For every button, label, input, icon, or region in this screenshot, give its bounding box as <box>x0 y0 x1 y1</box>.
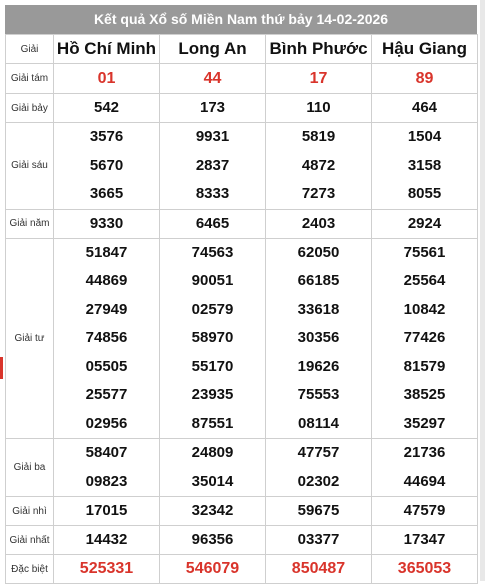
result-number: 08114 <box>298 414 339 432</box>
prize-label: Giải tám <box>6 64 54 94</box>
result-number: 51847 <box>85 243 128 261</box>
prize-row <box>6 123 478 210</box>
result-number: 5819 <box>301 128 336 145</box>
result-cell <box>54 238 160 439</box>
result-number: 2924 <box>407 214 442 232</box>
result-number: 89 <box>415 69 434 87</box>
result-number: 02302 <box>297 472 340 490</box>
prize-row <box>6 94 478 123</box>
result-number: 9330 <box>89 214 124 232</box>
result-number: 58970 <box>191 329 234 346</box>
result-cell <box>372 555 478 584</box>
result-number: 87551 <box>191 414 234 432</box>
result-number: 24809 <box>191 444 234 461</box>
result-cell <box>372 94 478 123</box>
result-number: 25577 <box>85 386 128 403</box>
result-cell <box>266 555 372 584</box>
prize-row <box>6 497 478 526</box>
result-cell <box>266 64 372 94</box>
result-number: 464 <box>411 99 438 116</box>
result-number: 35297 <box>403 414 446 432</box>
result-cell <box>54 439 160 497</box>
result-number: 8055 <box>407 185 442 202</box>
result-number: 47757 <box>297 444 340 461</box>
result-cell <box>54 555 160 584</box>
prize-label: Giải bảy <box>6 94 54 123</box>
result-cell <box>372 64 478 94</box>
result-number: 47579 <box>403 502 446 519</box>
results-body <box>6 64 478 584</box>
result-number: 96356 <box>191 531 234 548</box>
prize-label: Giải tư <box>6 238 54 439</box>
result-number: 23935 <box>191 386 234 403</box>
result-cell <box>160 209 266 238</box>
result-cell <box>266 123 372 210</box>
result-number: 03377 <box>297 531 340 548</box>
result-cell <box>160 555 266 584</box>
result-cell <box>160 238 266 439</box>
province-header: Long An <box>160 35 266 64</box>
prize-row <box>6 209 478 238</box>
result-number: 77426 <box>403 329 446 346</box>
result-number: 30356 <box>297 329 340 346</box>
result-cell <box>266 526 372 555</box>
province-header: Bình Phước <box>266 35 372 64</box>
prize-label: Giải nhì <box>6 497 54 526</box>
result-number: 66185 <box>297 272 340 289</box>
result-number: 2837 <box>195 156 230 174</box>
result-number: 7273 <box>301 185 336 202</box>
prize-label: Đặc biệt <box>6 555 54 584</box>
result-number: 365053 <box>397 560 452 577</box>
result-number: 5670 <box>89 156 124 174</box>
province-header: Hồ Chí Minh <box>54 35 160 64</box>
scrollbar-track[interactable] <box>480 0 485 581</box>
result-number: 90051 <box>191 272 234 289</box>
result-number: 32342 <box>191 502 234 519</box>
prize-label: Giải ba <box>6 439 54 497</box>
header-row <box>6 35 478 64</box>
left-edge-marker <box>0 357 3 379</box>
result-number: 17015 <box>85 502 128 519</box>
result-number: 09823 <box>85 472 128 490</box>
province-header: Hậu Giang <box>372 35 478 64</box>
result-number: 59675 <box>297 502 340 519</box>
result-cell <box>372 526 478 555</box>
prize-row <box>6 439 478 497</box>
result-number: 27949 <box>85 300 128 318</box>
result-number: 8333 <box>195 185 230 202</box>
result-number: 02579 <box>191 300 234 318</box>
result-cell <box>160 64 266 94</box>
result-number: 17 <box>309 69 328 87</box>
prize-row <box>6 64 478 94</box>
result-number: 173 <box>199 99 226 116</box>
result-cell <box>54 123 160 210</box>
result-cell <box>54 497 160 526</box>
result-cell <box>160 497 266 526</box>
prize-label: Giải năm <box>6 209 54 238</box>
result-number: 850487 <box>291 560 346 577</box>
result-number: 6465 <box>195 214 230 232</box>
result-number: 44 <box>203 69 222 87</box>
results-panel <box>5 5 477 584</box>
prize-label: Giải nhất <box>6 526 54 555</box>
result-number: 9931 <box>195 128 230 145</box>
result-cell <box>160 123 266 210</box>
result-number: 21736 <box>403 444 446 461</box>
results-title: Kết quả Xổ số Miền Nam thứ bảy 14-02-2026 <box>5 5 477 34</box>
result-number: 44694 <box>403 472 446 490</box>
result-number: 01 <box>97 69 116 87</box>
prize-column-header: Giải <box>6 35 54 64</box>
result-cell <box>54 526 160 555</box>
result-number: 14432 <box>85 531 128 548</box>
result-number: 74856 <box>85 329 128 346</box>
result-number: 38525 <box>403 386 446 403</box>
result-number: 58407 <box>85 444 128 461</box>
result-cell <box>372 123 478 210</box>
result-number: 44869 <box>85 272 128 289</box>
result-cell <box>160 439 266 497</box>
result-cell <box>54 64 160 94</box>
result-number: 25564 <box>403 272 446 289</box>
result-cell <box>54 94 160 123</box>
result-number: 542 <box>93 99 120 116</box>
result-cell <box>372 439 478 497</box>
result-number: 110 <box>306 99 331 116</box>
result-number: 3665 <box>89 185 124 202</box>
result-cell <box>266 209 372 238</box>
result-cell <box>372 238 478 439</box>
result-number: 3158 <box>407 156 442 174</box>
result-number: 74563 <box>191 243 234 261</box>
result-number: 81579 <box>403 357 446 375</box>
result-cell <box>54 209 160 238</box>
result-number: 19626 <box>297 357 340 375</box>
result-number: 546079 <box>185 560 240 577</box>
prize-row <box>6 526 478 555</box>
result-number: 525331 <box>79 560 134 577</box>
result-number: 4872 <box>301 156 336 174</box>
result-cell <box>266 497 372 526</box>
result-cell <box>372 497 478 526</box>
result-number: 35014 <box>191 472 234 490</box>
result-cell <box>266 94 372 123</box>
prize-label: Giải sáu <box>6 123 54 210</box>
results-table <box>5 34 478 584</box>
result-cell <box>266 238 372 439</box>
result-cell <box>266 439 372 497</box>
result-number: 33618 <box>297 300 340 318</box>
prize-row <box>6 238 478 439</box>
result-number: 2403 <box>301 214 336 232</box>
result-number: 62050 <box>297 243 340 261</box>
result-number: 1504 <box>407 128 442 145</box>
result-cell <box>160 526 266 555</box>
result-number: 75561 <box>403 243 446 261</box>
result-number: 05505 <box>85 357 128 375</box>
prize-row <box>6 555 478 584</box>
result-number: 75553 <box>297 386 340 403</box>
result-number: 02956 <box>85 414 128 432</box>
result-number: 17347 <box>403 531 446 548</box>
result-number: 10842 <box>403 300 446 318</box>
result-cell <box>160 94 266 123</box>
result-cell <box>372 209 478 238</box>
result-number: 3576 <box>89 128 124 145</box>
result-number: 55170 <box>191 357 234 375</box>
